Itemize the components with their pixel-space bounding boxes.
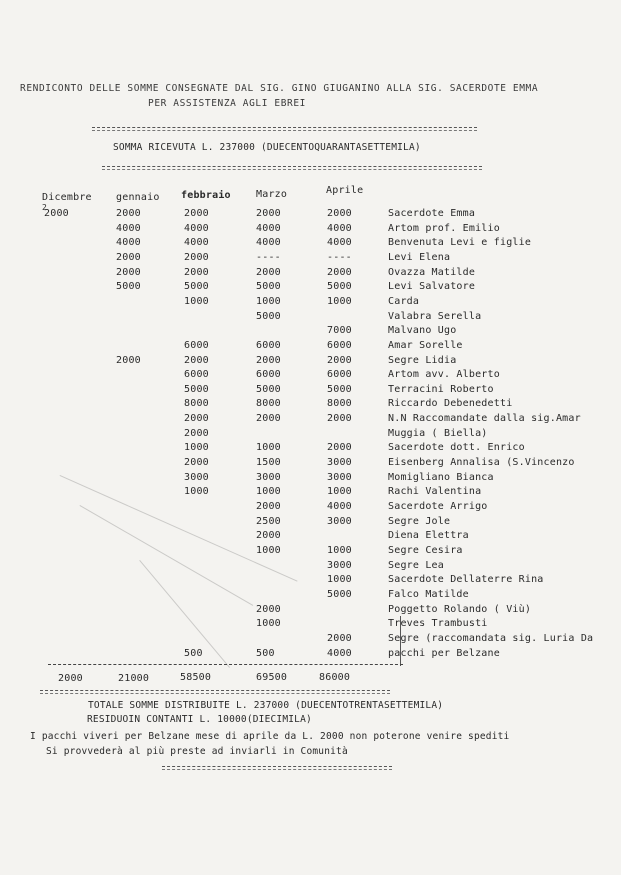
amount-mar: 4000 (256, 237, 281, 249)
amount-mar: 4000 (256, 222, 281, 234)
amount-apr: 1000 (327, 295, 352, 307)
amount-feb: 1000 (184, 295, 209, 307)
total-marzo: 69500 (256, 672, 288, 683)
beneficiary-name: Riccardo Debenedetti (388, 398, 513, 410)
total-febbraio: 58500 (180, 672, 212, 683)
amount-feb: 4000 (184, 237, 209, 249)
amount-apr: 2000 (327, 266, 352, 278)
divider (40, 690, 390, 694)
divider (162, 766, 392, 770)
amount-dic: 2000 (44, 208, 69, 219)
beneficiary-name: Artom avv. Alberto (388, 369, 500, 381)
amount-mar: 2500 (256, 515, 281, 527)
amount-feb: 6000 (184, 369, 209, 381)
amount-feb: 5000 (184, 281, 209, 293)
amount-mar: 1000 (256, 442, 281, 454)
amount-apr: ---- (327, 251, 352, 263)
amount-apr: 3000 (327, 457, 352, 469)
total-aprile: 86000 (319, 672, 351, 683)
beneficiary-name: Momigliano Bianca (388, 471, 494, 483)
beneficiary-name: Sacerdote Dellaterre Rina (388, 574, 544, 586)
divider (102, 166, 482, 170)
amount-mar: 2000 (256, 208, 281, 219)
amount-mar: 6000 (256, 369, 281, 381)
border-line (400, 616, 401, 666)
beneficiary-name: Ovazza Matilde (388, 266, 476, 278)
amount-apr: 4000 (327, 237, 352, 249)
beneficiary-name: Segre Lea (388, 559, 444, 571)
beneficiary-name: Artom prof. Emilio (388, 222, 500, 234)
beneficiary-name: Rachi Valentina (388, 486, 482, 498)
amount-apr: 2000 (327, 354, 352, 366)
amount-feb: 3000 (184, 471, 209, 483)
total-distributed: TOTALE SOMME DISTRIBUITE L. 237000 (DUECENTOTRENTASETTEMILA) (88, 700, 444, 711)
amount-apr: 4000 (327, 647, 352, 659)
amount-feb: 4000 (184, 222, 209, 234)
amount-mar: ---- (256, 251, 281, 263)
amount-feb: 2000 (184, 457, 209, 469)
amount-mar: 2000 (256, 354, 281, 366)
beneficiary-name: Levi Elena (388, 251, 451, 263)
beneficiary-name: Amar Sorelle (388, 339, 463, 351)
received-amount: SOMMA RICEVUTA L. 237000 (DUECENTOQUARANTASETTEMILA) (113, 142, 421, 153)
amount-gen: 2000 (116, 354, 141, 366)
amount-apr: 7000 (327, 325, 352, 337)
beneficiary-name: Terracini Roberto (388, 383, 494, 395)
amount-mar: 2000 (256, 501, 281, 512)
amount-feb: 2000 (184, 413, 209, 425)
amount-mar: 1500 (256, 457, 281, 469)
col-aprile: Aprile (326, 185, 364, 196)
beneficiary-name: Valabra Serella (388, 310, 482, 322)
beneficiary-name: Poggetto Rolando ( Viù) (388, 603, 532, 615)
amount-apr: 2000 (327, 632, 352, 644)
col-febbraio: febbraio (181, 190, 231, 201)
amount-feb: 6000 (184, 339, 209, 351)
amount-mar: 1000 (256, 618, 281, 630)
amount-apr: 2000 (327, 413, 352, 425)
divider (92, 127, 477, 131)
amount-feb: 2000 (184, 354, 209, 366)
amount-gen: 2000 (116, 251, 141, 263)
col-gennaio: gennaio (116, 192, 160, 203)
total-gennaio: 21000 (118, 673, 150, 684)
amount-gen: 2000 (116, 208, 141, 219)
amount-apr: 4000 (327, 501, 352, 512)
beneficiary-name: Falco Matilde (388, 588, 469, 600)
beneficiary-name: Malvano Ugo (388, 325, 457, 337)
amount-gen: 4000 (116, 222, 141, 234)
totals-divider (48, 664, 403, 665)
amount-feb: 2000 (184, 427, 209, 439)
note-line-2: Si provvederà al più preste ad inviarli in Comunità (46, 746, 348, 757)
amount-apr: 5000 (327, 383, 352, 395)
amount-apr: 2000 (327, 442, 352, 454)
beneficiary-name: Sacerdote Emma (388, 208, 476, 219)
amount-apr: 3000 (327, 515, 352, 527)
beneficiary-name: N.N Raccomandate dalla sig.Amar (388, 413, 581, 425)
beneficiary-name: Diena Elettra (388, 530, 469, 542)
amount-feb: 1000 (184, 486, 209, 498)
beneficiary-name: Segre Lidia (388, 354, 457, 366)
amount-apr: 4000 (327, 222, 352, 234)
beneficiary-name: Treves Trambusti (388, 618, 488, 630)
beneficiary-name: pacchi per Belzane (388, 647, 500, 659)
amount-mar: 2000 (256, 266, 281, 278)
beneficiary-name: Segre (raccomandata sig. Luria Da (388, 632, 594, 644)
beneficiary-name: Segre Cesira (388, 544, 463, 556)
amount-mar: 500 (256, 647, 275, 659)
amount-mar: 5000 (256, 310, 281, 322)
amount-mar: 1000 (256, 544, 281, 556)
amount-apr: 3000 (327, 559, 352, 571)
beneficiary-name: Levi Salvatore (388, 281, 476, 293)
amount-apr: 6000 (327, 339, 352, 351)
amount-mar: 2000 (256, 603, 281, 615)
title-line-1: RENDICONTO DELLE SOMME CONSEGNATE DAL SIG. GINO GIUGANINO ALLA SIG. SACERDOTE EMMA (20, 83, 539, 94)
amount-mar: 3000 (256, 471, 281, 483)
amount-feb: 8000 (184, 398, 209, 410)
residue-cash: RESIDUOIN CONTANTI L. 10000(DIECIMILA) (87, 714, 312, 725)
amount-mar: 1000 (256, 486, 281, 498)
amount-apr: 1000 (327, 486, 352, 498)
amount-mar: 8000 (256, 398, 281, 410)
amount-feb: 500 (184, 647, 203, 659)
amount-feb: 5000 (184, 383, 209, 395)
col-dicembre: Dicembre (42, 192, 92, 203)
amount-gen: 4000 (116, 237, 141, 249)
total-dicembre: 2000 (58, 673, 83, 684)
title-line-2: PER ASSISTENZA AGLI EBREI (148, 98, 306, 109)
amount-mar: 2000 (256, 530, 281, 542)
note-line-1: I pacchi viveri per Belzane mese di aprile da L. 2000 non poterone venire spediti (30, 731, 510, 742)
amount-feb: 2000 (184, 266, 209, 278)
amount-mar: 5000 (256, 383, 281, 395)
amount-apr: 2000 (327, 208, 352, 219)
beneficiary-name: Sacerdote dott. Enrico (388, 442, 525, 454)
col-marzo: Marzo (256, 189, 288, 200)
amount-gen: 2000 (116, 266, 141, 278)
beneficiary-name: Sacerdote Arrigo (388, 501, 488, 512)
amount-mar: 2000 (256, 413, 281, 425)
beneficiary-name: Benvenuta Levi e figlie (388, 237, 532, 249)
amount-gen: 5000 (116, 281, 141, 293)
beneficiary-name: Muggia ( Biella) (388, 427, 488, 439)
amount-feb: 1000 (184, 442, 209, 454)
amount-apr: 6000 (327, 369, 352, 381)
beneficiary-name: Eisenberg Annalisa (S.Vincenzo (388, 457, 575, 469)
amount-apr: 1000 (327, 544, 352, 556)
col-dicembre-sub: 2 (42, 203, 48, 212)
beneficiary-name: Segre Jole (388, 515, 451, 527)
amount-mar: 5000 (256, 281, 281, 293)
amount-apr: 3000 (327, 471, 352, 483)
amount-apr: 8000 (327, 398, 352, 410)
amount-feb: 2000 (184, 208, 209, 219)
amount-mar: 6000 (256, 339, 281, 351)
amount-feb: 2000 (184, 251, 209, 263)
amount-mar: 1000 (256, 295, 281, 307)
amount-apr: 1000 (327, 574, 352, 586)
beneficiary-name: Carda (388, 295, 420, 307)
amount-apr: 5000 (327, 588, 352, 600)
amount-apr: 5000 (327, 281, 352, 293)
